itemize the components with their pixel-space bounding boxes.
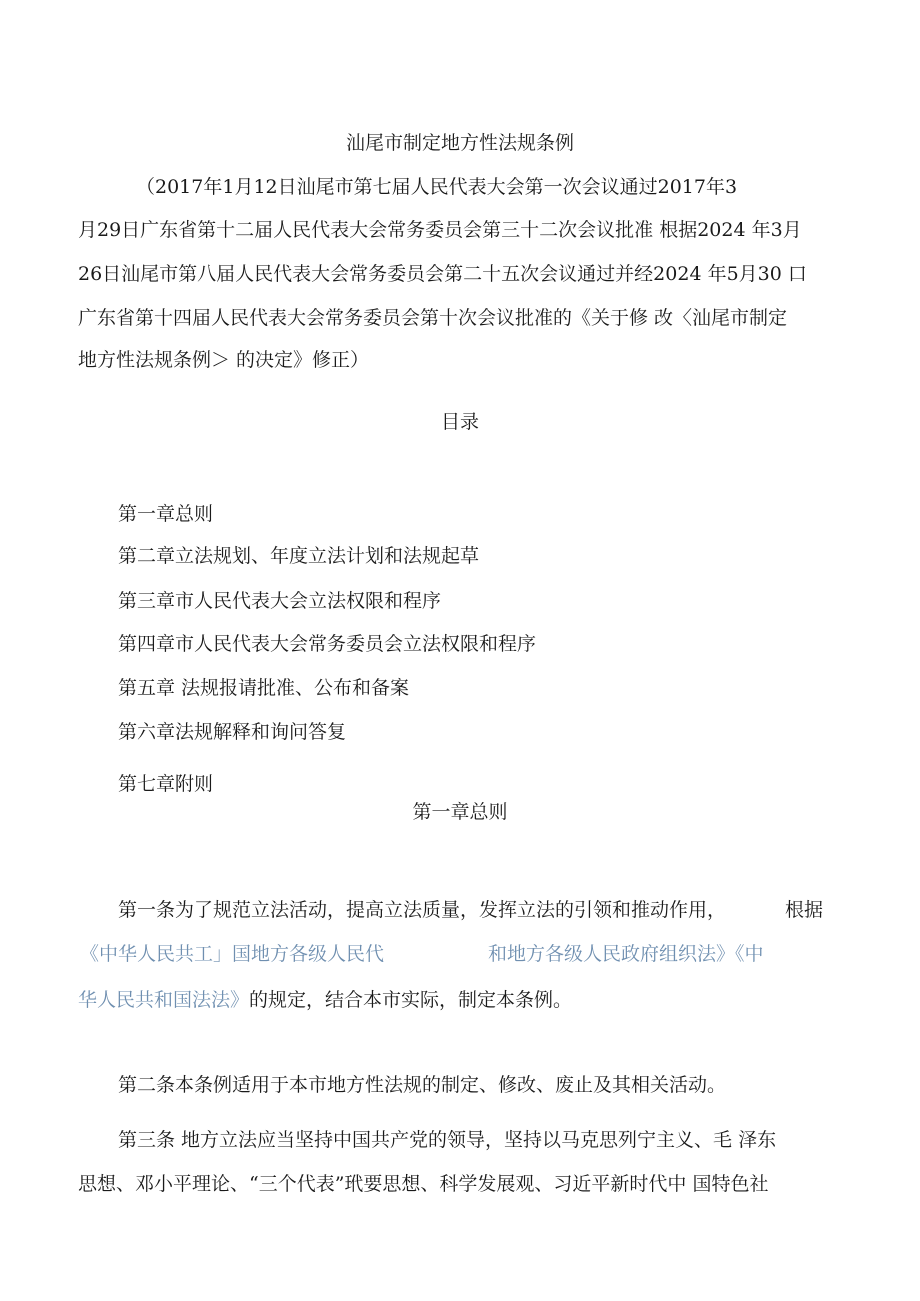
article-3-line-2: 思想、邓小平理论、“三个代表”玳要思想、科学发展观、习近平新时代中 国特色社 — [78, 1173, 769, 1195]
article-1-line-3 — [78, 988, 572, 1012]
toc-heading: 目录 — [440, 411, 479, 433]
chapter-1-heading: 第一章总则 — [412, 801, 508, 823]
toc-item-3: 第三章市人民代表大会立法权限和程序 — [118, 590, 442, 612]
article-3-line-1: 第三条 地方立法应当坚持中国共产党的领导，坚持以马克思列宁主义、毛 泽东 — [118, 1129, 777, 1151]
article-1-law-link-b[interactable]: 和地方各级人民政府组织法》《中 — [488, 943, 764, 965]
preamble-line-4: 广东省第十四届人民代表大会常务委员会第十次会议批准的《关于修 改〈汕尾市制定 — [78, 307, 788, 329]
toc-item-1: 第一章总则 — [118, 503, 214, 525]
toc-item-2: 第二章立法规划、年度立法计划和法规起草 — [118, 545, 480, 567]
preamble-line-3: 26日汕尾市第八届人民代表大会常务委员会第二十五次会议通过并经2024 年5月30 口 — [78, 263, 807, 285]
article-1-law-link-a[interactable]: 《中华人民共工」国地方各级人民代 — [80, 943, 385, 965]
toc-item-4: 第四章市人民代表大会常务委员会立法权限和程序 — [118, 633, 537, 655]
article-1-law-link-c[interactable]: 华人民共和国法法》 — [78, 989, 250, 1011]
article-1-line-1-tail: 根据 — [785, 899, 824, 921]
toc-item-7: 第七章附则 — [118, 773, 214, 795]
article-1-line-1: 第一条为了规范立法活动，提高立法质量，发挥立法的引领和推动作用， — [118, 899, 727, 921]
toc-item-5: 第五章 法规报请批准、公布和备案 — [118, 677, 410, 699]
preamble-line-5: 地方性法规条例＞ 的决定》修正） — [78, 349, 370, 371]
document-title: 汕尾市制定地方性法规条例 — [345, 132, 574, 154]
article-1-line-3-text: 的规定，结合本市实际，制定本条例。 — [249, 989, 573, 1011]
toc-item-6: 第六章法规解释和询问答复 — [118, 721, 347, 743]
preamble-line-1: （2017年1月12日汕尾市第七届人民代表大会第一次会议通过2017年3 — [136, 176, 738, 198]
preamble-line-2: 月29日广东省第十二届人民代表大会常务委员会第三十二次会议批准 根据2024 年3月 — [78, 219, 802, 241]
article-2: 第二条本条例适用于本市地方性法规的制定、修改、废止及其相关活动。 — [118, 1074, 727, 1096]
